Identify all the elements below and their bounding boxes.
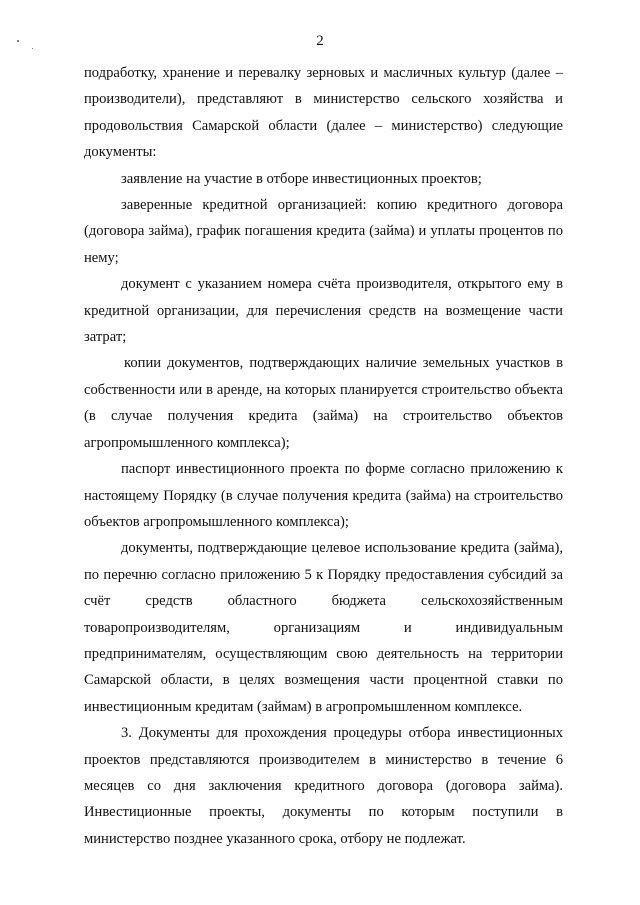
document-body	[84, 60, 563, 852]
paragraph-section-3: 3. Документы для прохождения процедуры отбора инвестиционных проектов представляются производителем в министерство в течение 6 месяцев со дня заключения кредитного договора (договора займа). Инвестиционные проекты, документы по которым поступили в министерство позднее указанного срока, отбору не подлежат.	[84, 725, 563, 847]
paragraph-account-document: документ с указанием номера счёта производителя, открытого ему в кредитной организации, для перечисления средств на возмещение части затрат;	[84, 276, 563, 346]
paragraph-loan-documents: заверенные кредитной организацией: копию кредитного договора (договора займа), график погашения кредита (займа) и уплаты процентов по нему;	[84, 197, 563, 266]
paragraph-land-documents: копии документов, подтверждающих наличие земельных участков в собственности или в аренде, на которых планируется строительство объекта (в случае получения кредита (займа) на строительство объектов агропромышленного комплекса);	[84, 355, 563, 451]
paragraph-intro-continuation: подработку, хранение и перевалку зерновых и масличных культур (далее – производители), представляют в министерство сельского хозяйства и продовольствия Самарской области (далее – министерство) следующие документы:	[84, 65, 563, 161]
page-number: 2	[316, 33, 324, 49]
paragraph-application: заявление на участие в отборе инвестиционных проектов;	[121, 170, 482, 187]
paragraph-project-passport: паспорт инвестиционного проекта по форме согласно приложению к настоящему Порядку (в случае получения кредита (займа) на строительство объектов агропромышленного комплекса);	[84, 461, 563, 530]
paragraph-target-use-documents: документы, подтверждающие целевое использование кредита (займа), по перечню согласно приложению 5 к Порядку предоставления субсидий за счёт средств областного бюджета сельскохозяйственным товаропроизводителям, организациям и индивидуальным предпринимателям, осуществляющим свою деятельность на территории Самарской области, в целях возмещения части процентной ставки по инвестиционным кредитам (займам) в агропромышленном комплексе.	[84, 540, 563, 715]
